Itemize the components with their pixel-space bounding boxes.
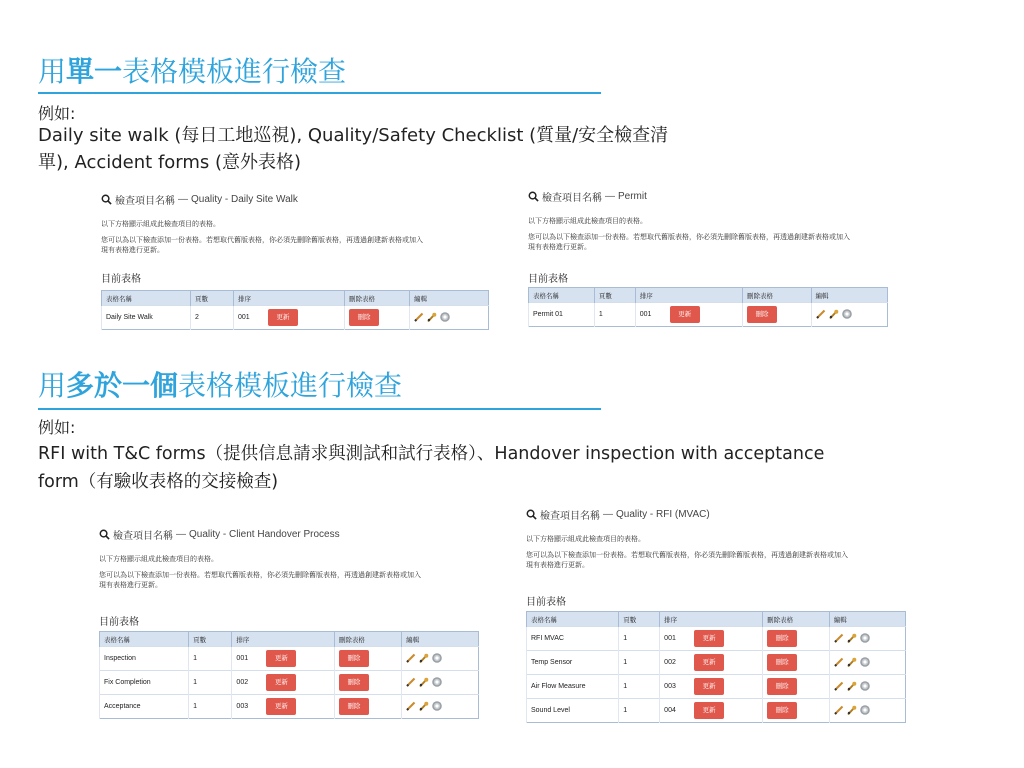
gear-icon[interactable]	[841, 308, 853, 320]
form-pages-cell: 1	[619, 627, 660, 651]
forms-table	[528, 287, 888, 327]
form-order-value: 001	[664, 635, 676, 642]
section1-rule	[38, 92, 601, 94]
update-button[interactable]: 更新	[268, 309, 298, 326]
wrench-icon[interactable]	[846, 705, 857, 716]
form-order-value: 001	[236, 655, 249, 662]
form-order-cell	[234, 306, 345, 330]
panel-description: 以下方格顯示組成此檢查項目的表格。	[101, 221, 220, 228]
pencil-icon[interactable]	[406, 677, 416, 687]
form-pages-cell: 1	[594, 303, 635, 327]
form-delete-cell	[334, 695, 401, 719]
form-name-cell: RFI MVAC	[527, 627, 619, 651]
delete-button[interactable]: 刪除	[767, 654, 797, 671]
col-header-pages: 頁數	[619, 612, 660, 627]
heading-dash: —	[176, 529, 186, 540]
pencil-icon[interactable]	[406, 701, 416, 711]
form-delete-cell	[345, 306, 410, 330]
col-header-edit: 編輯	[402, 632, 479, 647]
section1-title-rest: 表格模板進行檢查	[122, 55, 347, 88]
col-header-edit: 編輯	[811, 288, 887, 303]
panel-heading-label: 檢查項目名稱	[113, 531, 173, 542]
col-header-order: 排序	[660, 612, 763, 627]
section2-title	[38, 369, 402, 403]
col-header-delete: 刪除表格	[743, 288, 812, 303]
form-edit-cell	[811, 303, 887, 327]
form-edit-cell	[402, 647, 479, 671]
delete-button[interactable]: 刪除	[767, 678, 797, 695]
wrench-icon[interactable]	[828, 309, 839, 320]
form-name-cell: Acceptance	[100, 695, 189, 719]
panel-heading-label: 檢查項目名稱	[542, 193, 602, 204]
gear-icon[interactable]	[431, 700, 443, 712]
heading-dash: —	[605, 191, 615, 202]
form-order-cell	[660, 627, 763, 651]
forms-table	[99, 631, 479, 719]
form-order-cell	[660, 675, 763, 699]
heading-dash: —	[178, 194, 188, 205]
col-header-edit: 編輯	[829, 612, 905, 627]
table-row	[527, 651, 906, 675]
delete-button[interactable]: 刪除	[767, 702, 797, 719]
update-button[interactable]: 更新	[694, 654, 724, 671]
section2-rule	[38, 408, 601, 410]
col-header-delete: 刪除表格	[334, 632, 401, 647]
panel-description: 以下方格顯示組成此檢查項目的表格。	[99, 556, 218, 563]
col-header-edit: 編輯	[410, 291, 489, 306]
form-name-cell: Sound Level	[527, 699, 619, 723]
panel-heading-label: 檢查項目名稱	[115, 196, 175, 207]
form-delete-cell	[763, 627, 830, 651]
edit-icons	[834, 632, 871, 644]
panel-subtitle: Quality - RFI (MVAC)	[616, 509, 710, 520]
current-forms-heading: 目前表格	[101, 274, 141, 285]
panel-heading	[99, 527, 340, 542]
section1-example-label: 例如:	[38, 104, 76, 123]
form-name-cell: Inspection	[100, 647, 189, 671]
edit-icons	[414, 311, 451, 323]
form-edit-cell	[829, 627, 905, 651]
update-button[interactable]: 更新	[266, 650, 296, 667]
table-row	[527, 699, 906, 723]
section1-example-line1: Daily site walk (每日工地巡視), Quality/Safety Checklist (質量/安全檢查清	[38, 125, 669, 146]
form-delete-cell	[334, 647, 401, 671]
section2-example-line1: RFI with T&C forms（提供信息請求與測試和試行表格）、Handover inspection with acceptance	[38, 444, 825, 464]
form-pages-cell: 2	[191, 306, 234, 330]
form-order-value: 001	[639, 311, 652, 318]
heading-dash: —	[603, 509, 613, 520]
delete-button[interactable]: 刪除	[747, 306, 777, 323]
form-delete-cell	[743, 303, 812, 327]
form-pages-cell: 1	[189, 695, 232, 719]
edit-icons	[834, 656, 871, 668]
edit-icons	[834, 704, 871, 716]
col-header-order: 排序	[232, 632, 334, 647]
update-button[interactable]: 更新	[694, 630, 724, 647]
gear-icon[interactable]	[431, 676, 443, 688]
col-header-order: 排序	[234, 291, 345, 306]
col-header-delete: 刪除表格	[345, 291, 410, 306]
col-header-delete: 刪除表格	[763, 612, 830, 627]
col-header-name: 表格名稱	[100, 632, 189, 647]
form-name-cell: Air Flow Measure	[527, 675, 619, 699]
col-header-pages: 頁數	[191, 291, 234, 306]
instructions-line1: 您可以為以下檢查添加一份表格。若想取代舊版表格，你必須先刪除舊版表格，再透過創建新表格或加入	[99, 572, 421, 579]
form-pages-cell: 1	[189, 671, 232, 695]
form-edit-cell	[829, 675, 905, 699]
update-button[interactable]: 更新	[266, 674, 296, 691]
form-order-cell	[660, 699, 763, 723]
table-row	[100, 647, 479, 671]
instructions-line2: 現有表格進行更新。	[101, 247, 164, 254]
form-edit-cell	[402, 671, 479, 695]
panel-heading	[528, 189, 647, 204]
section1-title-bold: 單一	[66, 55, 123, 88]
table-header-row	[529, 288, 888, 303]
col-header-name: 表格名稱	[527, 612, 619, 627]
form-order-cell	[232, 695, 334, 719]
current-forms-heading: 目前表格	[528, 274, 568, 285]
panel-heading-label: 檢查項目名稱	[540, 511, 600, 522]
edit-icons	[406, 676, 443, 688]
section2-title-prefix: 用	[38, 369, 67, 402]
section2-title-rest: 表格模板進行檢查	[178, 369, 403, 402]
update-button[interactable]: 更新	[694, 678, 724, 695]
gear-icon[interactable]	[431, 652, 443, 664]
panel-heading	[101, 192, 298, 207]
current-forms-heading: 目前表格	[99, 617, 139, 628]
magnifier-icon	[528, 191, 539, 202]
pencil-icon[interactable]	[816, 309, 826, 319]
pencil-icon[interactable]	[834, 633, 844, 643]
wrench-icon[interactable]	[426, 312, 437, 323]
form-delete-cell	[763, 699, 830, 723]
wrench-icon[interactable]	[418, 701, 429, 712]
section2-example-text	[38, 440, 824, 496]
section1-title-prefix: 用	[38, 55, 67, 88]
pencil-icon[interactable]	[834, 657, 844, 667]
form-name-cell: Daily Site Walk	[102, 306, 191, 330]
pencil-icon[interactable]	[834, 705, 844, 715]
form-order-value: 002	[236, 679, 249, 686]
table-header-row	[100, 632, 479, 647]
form-order-value: 002	[664, 659, 676, 666]
delete-button[interactable]: 刪除	[339, 674, 369, 691]
instructions-line1: 您可以為以下檢查添加一份表格。若想取代舊版表格，你必須先刪除舊版表格，再透過創建新表格或加入	[528, 234, 850, 241]
form-order-value: 003	[236, 703, 249, 710]
wrench-icon[interactable]	[846, 633, 857, 644]
panel-instructions	[99, 571, 421, 591]
instructions-line1: 您可以為以下檢查添加一份表格。若想取代舊版表格，你必須先刪除舊版表格，再透過創建新表格或加入	[101, 237, 423, 244]
form-pages-cell: 1	[619, 675, 660, 699]
instructions-line2: 現有表格進行更新。	[99, 582, 162, 589]
form-name-cell: Temp Sensor	[527, 651, 619, 675]
magnifier-icon	[526, 509, 537, 520]
pencil-icon[interactable]	[414, 312, 424, 322]
panel-heading	[526, 507, 710, 522]
forms-table	[101, 290, 489, 330]
gear-icon[interactable]	[859, 656, 871, 668]
gear-icon[interactable]	[439, 311, 451, 323]
table-row	[527, 627, 906, 651]
form-order-value: 003	[664, 683, 676, 690]
panel-instructions	[526, 551, 848, 571]
section2-example-label: 例如:	[38, 418, 76, 437]
form-order-cell	[232, 647, 334, 671]
delete-button[interactable]: 刪除	[339, 698, 369, 715]
gear-icon[interactable]	[859, 632, 871, 644]
edit-icons	[816, 308, 853, 320]
panel-description: 以下方格顯示組成此檢查項目的表格。	[528, 218, 647, 225]
delete-button[interactable]: 刪除	[767, 630, 797, 647]
section2-title-bold: 多於一個	[66, 369, 179, 402]
instructions-line1: 您可以為以下檢查添加一份表格。若想取代舊版表格，你必須先刪除舊版表格，再透過創建新表格或加入	[526, 552, 848, 559]
form-edit-cell	[402, 695, 479, 719]
update-button[interactable]: 更新	[266, 698, 296, 715]
delete-button[interactable]: 刪除	[349, 309, 379, 326]
wrench-icon[interactable]	[846, 681, 857, 692]
form-order-value: 004	[664, 707, 676, 714]
form-delete-cell	[763, 675, 830, 699]
delete-button[interactable]: 刪除	[339, 650, 369, 667]
form-name-cell: Fix Completion	[100, 671, 189, 695]
form-pages-cell: 1	[189, 647, 232, 671]
wrench-icon[interactable]	[418, 677, 429, 688]
form-pages-cell: 1	[619, 699, 660, 723]
form-delete-cell	[763, 651, 830, 675]
form-order-cell	[660, 651, 763, 675]
table-row	[527, 675, 906, 699]
magnifier-icon	[99, 529, 110, 540]
panel-description: 以下方格顯示組成此檢查項目的表格。	[526, 536, 645, 543]
section1-example-text	[38, 122, 668, 176]
edit-icons	[406, 652, 443, 664]
edit-icons	[406, 700, 443, 712]
table-row	[529, 303, 888, 327]
panel-instructions	[528, 233, 850, 253]
table-row	[102, 306, 489, 330]
update-button[interactable]: 更新	[694, 702, 724, 719]
pencil-icon[interactable]	[406, 653, 416, 663]
form-pages-cell: 1	[619, 651, 660, 675]
col-header-pages: 頁數	[189, 632, 232, 647]
table-row	[100, 695, 479, 719]
instructions-line2: 現有表格進行更新。	[526, 562, 589, 569]
pencil-icon[interactable]	[834, 681, 844, 691]
col-header-order: 排序	[635, 288, 742, 303]
col-header-name: 表格名稱	[102, 291, 191, 306]
magnifier-icon	[101, 194, 112, 205]
section1-title	[38, 55, 346, 89]
form-order-cell	[635, 303, 742, 327]
panel-subtitle: Permit	[618, 191, 647, 202]
form-edit-cell	[829, 651, 905, 675]
wrench-icon[interactable]	[418, 653, 429, 664]
forms-table	[526, 611, 906, 723]
form-name-cell: Permit 01	[529, 303, 595, 327]
form-edit-cell	[410, 306, 489, 330]
form-delete-cell	[334, 671, 401, 695]
panel-instructions	[101, 236, 423, 256]
form-order-value: 001	[238, 314, 250, 321]
gear-icon[interactable]	[859, 680, 871, 692]
section2-example-line2: form（有驗收表格的交接檢查)	[38, 472, 279, 492]
wrench-icon[interactable]	[846, 657, 857, 668]
current-forms-heading: 目前表格	[526, 597, 566, 608]
update-button[interactable]: 更新	[670, 306, 700, 323]
gear-icon[interactable]	[859, 704, 871, 716]
form-order-cell	[232, 671, 334, 695]
section1-example-line2: 單), Accident forms (意外表格)	[38, 152, 302, 173]
panel-subtitle: Quality - Daily Site Walk	[191, 194, 298, 205]
edit-icons	[834, 680, 871, 692]
panel-subtitle: Quality - Client Handover Process	[189, 529, 340, 540]
col-header-pages: 頁數	[594, 288, 635, 303]
instructions-line2: 現有表格進行更新。	[528, 244, 591, 251]
form-edit-cell	[829, 699, 905, 723]
table-header-row	[527, 612, 906, 627]
table-row	[100, 671, 479, 695]
col-header-name: 表格名稱	[529, 288, 595, 303]
table-header-row	[102, 291, 489, 306]
